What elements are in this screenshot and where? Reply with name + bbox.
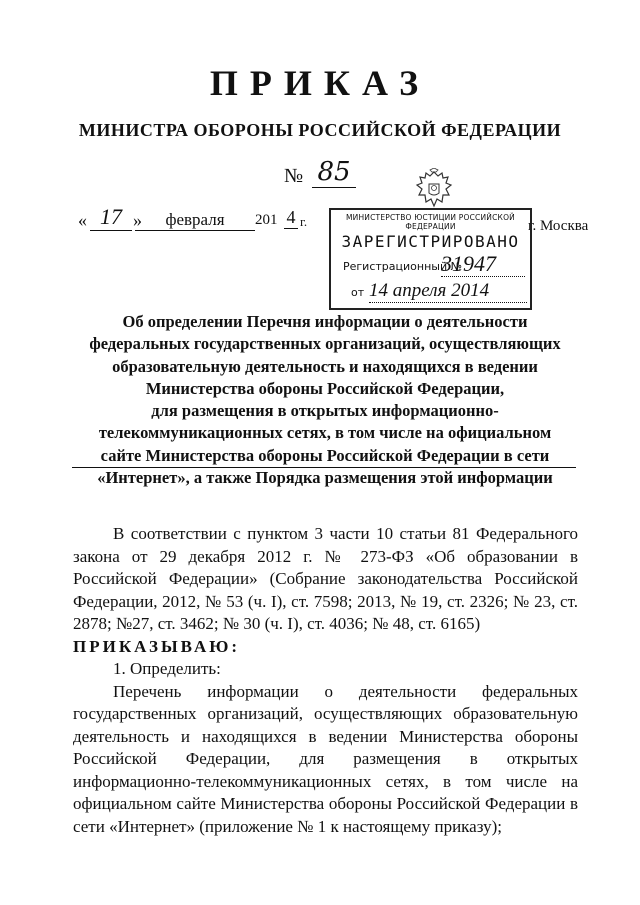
stamp-date-label: от [351, 286, 365, 299]
city: г. Москва [528, 218, 589, 234]
subject-underline [72, 467, 576, 468]
order-directive: ПРИКАЗЫВАЮ: [73, 636, 241, 656]
order-subject [80, 311, 570, 489]
ministry-heading: МИНИСТРА ОБОРОНЫ РОССИЙСКОЙ ФЕДЕРАЦИИ [78, 120, 562, 140]
stamp-organization: МИНИСТЕРСТВО ЮСТИЦИИ РОССИЙСКОЙ ФЕДЕРАЦИИ [345, 213, 515, 231]
stamp-registered: ЗАРЕГИСТРИРОВАНО [341, 232, 520, 251]
order-number-label: № [284, 165, 304, 187]
subject-line: федеральных государственных организаций, осуществляющих [89, 334, 561, 354]
subject-line: образовательную деятельность и находящихся в ведении [112, 356, 538, 376]
subject-line: Министерства обороны Российской Федерации, [145, 378, 505, 398]
subject-line: «Интернет», а также Порядка размещения этой информации [97, 468, 553, 488]
subject-line: для размещения в открытых информационно- [151, 401, 499, 421]
subject-line: Об определении Перечня информации о деятельности [122, 312, 528, 331]
order-body [73, 523, 578, 838]
date-year-prefix: 201 [255, 212, 278, 228]
date-year-digit: 4 [284, 206, 298, 229]
stamp-date-value: 14 апреля 2014 [369, 280, 527, 303]
stamp-reg-number-value: 31947 [441, 252, 525, 277]
date-month: февраля [135, 210, 255, 231]
subject-line: сайте Министерства обороны Российской Федерации в сети [100, 445, 550, 465]
item-1-text: Перечень информации о деятельности федеральных государственных организаций, осуществляющих образовательную деятельность и находящихся в ведении Министерства обороны Российской Федерации, для размещения в открытых информационно-телекоммуникационных сетях, в том числе на официальном сайте Министерства обороны Российской Федерации в сети «Интернет» (приложение № 1 к настоящему приказу); [73, 681, 578, 836]
stamp-reg-number-label: Регистрационный № [343, 260, 463, 273]
item-1-heading: 1. Определить: [113, 659, 221, 678]
preamble-paragraph: В соответствии с пунктом 3 части 10 статьи 81 Федерального закона от 29 декабря 2012 г. № 273-ФЗ «Об образовании в Российской Федерации» (Собрание законодательства Российской Федерации, 2012, № 53 (ч. I), ст. 7598; 2013, № 19, ст. 2326; № 23, ст. 2878; №27, ст. 3462; № 30 (ч. I), ст. 4036; № 48, ст. 6165) [73, 524, 578, 633]
subject-line: телекоммуникационных сетях, в том числе на официальном [98, 423, 552, 443]
date-close-quote: » [133, 210, 142, 230]
date-day: 17 [90, 204, 132, 231]
document-title: ПРИКАЗ [209, 63, 431, 103]
order-number-value: 85 [312, 157, 356, 188]
registration-stamp [329, 208, 532, 310]
date-year-suffix: г. [300, 214, 308, 229]
date-open-quote: « [78, 210, 87, 230]
